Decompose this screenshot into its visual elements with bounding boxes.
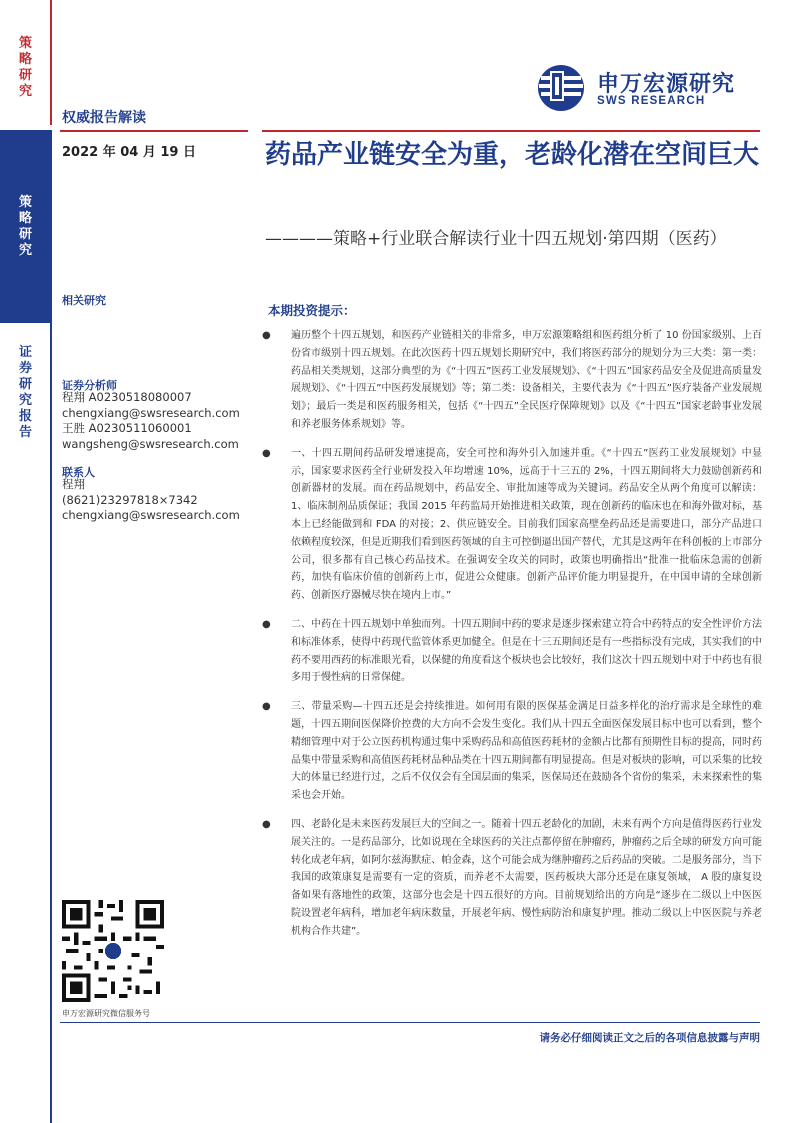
side-tab-securities-report: 证券研究报告	[18, 345, 33, 440]
brand-name-cn: 申万宏源研究	[597, 72, 736, 97]
side-tab-strategy-top: 策略研究	[18, 36, 33, 99]
qr-caption: 申万宏源研究微信服务号	[62, 1009, 150, 1018]
divider-right	[262, 130, 760, 132]
bullet-text: 四、老龄化是未来医药发展巨大的空间之一。随着十四五老龄化的加剧，未来有两个方向是值得医药行业发展关注的。一是药品部分，比如说现在全球医药的关注点都停留在肿瘤药，肿瘤药之后全球的研发方向可能转化成老年病，如阿尔兹海默症、帕金森，这个可能会成为继肿瘤药之后药品的突破。二是服务部分，当下我国的政策康复是需要有一定的资质，而养老不太需要，医药板块大部分还是在康复领域， A 股的康复设备如果有落地性的政策，这部分也会是十四五很好的方向。目前规划给出的方向是“逐步在二级以上中医医院设置老年病科，增加老年病床数量，开展老年病、慢性病防治和康复护理。推动二级以上中医医院与养老机构合作共建”。	[291, 818, 762, 937]
contact-label: 联系人	[62, 466, 95, 479]
list-item	[262, 616, 762, 687]
report-date: 2022 年 04 月 19 日	[62, 145, 196, 160]
bullet-text: 一、十四五期间药品研发增速提高，安全可控和海外引入加速并重。《“十四五”医药工业发展规划》中显示，国家要求医药全行业研发投入年均增速 10%，远高于十三五的 2%，十四五期间将大力鼓励创新药和创新器材的发展。而在药品规划中，药品安全、审批加速等成为关键词。药品安全从两个角度可以解读：1、临床制剂品质保证；我国 2015 年药监局开始推进相关政策，现在创新药的临床也在和海外做对标，基本上已经能做到和 FDA 的对接；2、供应链安全。目前我们国家高壁垒药品还是需要进口，部分产品进口依赖程度较深，但是近期我们看到医药领域的自主可控倒逼出国产替代，尤其是这两年在科创板的上市部分公司，很多都有自己核心药品技术。在强调安全攻关的同时，政策也明确指出“批准一批临床急需的创新药，加快有临床价值的创新药上市，促进公众健康。创新产品评价能力明显提升，在中国申请的全球创新药、创新医疗器械尽快在境内上市。”	[291, 447, 762, 602]
list-item	[262, 698, 762, 805]
section-title: 权威报告解读	[62, 110, 146, 126]
bullet-text: 遍历整个十四五规划，和医药产业链相关的非常多，申万宏源策略组和医药组分析了 10 份国家级别、上百份省市级别十四五规划。在此次医药十四五规划长期研究中，我们将医药部分的规划分为三大类：第一类：药品相关类规划，这部分典型的为《“十四五”医药工业发展规划》、《“十四五”国家药品安全及促进高质量发展规划》、《“十四五”中医药发展规划》等；第二类：设备相关，主要代表为《“十四五”医疗装备产业发展规划》；最后一类是和医药服务相关，包括《“十四五”全民医疗保障规划》以及《“十四五”国家老龄事业发展和养老服务体系规划》等。	[291, 330, 762, 430]
bullet-dot-icon: ●	[262, 618, 271, 630]
brand-logo	[535, 63, 765, 113]
related-research-label: 相关研究	[62, 294, 106, 307]
brand-name-en: SWS RESEARCH	[597, 95, 706, 107]
sws-logo-icon	[535, 63, 591, 113]
report-subtitle: ————策略+行业联合解读行业十四五规划·第四期（医药）	[265, 229, 727, 249]
contact-email[interactable]: chengxiang@swsresearch.com	[62, 508, 240, 522]
list-item	[262, 816, 762, 941]
investment-tips-title: 本期投资提示：	[268, 303, 356, 318]
contact-phone: (8621)23297818×7342	[62, 492, 198, 507]
wechat-qr-code-icon[interactable]	[62, 900, 164, 1002]
report-title: 药品产业链安全为重，老龄化潜在空间巨大	[265, 140, 760, 170]
bullet-dot-icon: ●	[262, 330, 271, 341]
analyst-email[interactable]: chengxiang@swsresearch.com	[62, 405, 240, 420]
side-band-bottom	[0, 323, 52, 1123]
bullet-dot-icon: ●	[262, 447, 271, 459]
bullet-dot-icon: ●	[262, 818, 271, 830]
footer-divider	[60, 1022, 760, 1023]
analyst-line: 程翔 A0230518080007	[62, 390, 192, 404]
disclaimer-note: 请务必仔细阅读正文之后的各项信息披露与声明	[539, 1032, 760, 1044]
side-tab-strategy: 策略研究	[18, 195, 33, 258]
bullet-text: 二、中药在十四五规划中单独而列。十四五期间中药的要求是逐步探索建立符合中药特点的安全性评价方法和标准体系，使得中药现代监管体系更加健全。但是在十三五期间还是有一些指标没有完成，其实我们的中药不要用西药的标准眼光看，以保健的角度看这个板块也会比较好，我们这次十四五规划中对于中药也有很多用于慢性病的日常保健。	[291, 618, 762, 684]
contact-name: 程翔	[62, 477, 85, 491]
list-item	[262, 445, 762, 605]
analysts-label: 证券分析师	[62, 379, 117, 392]
bullet-text: 三、带量采购—十四五还是会持续推进。如何用有限的医保基金满足日益多样化的治疗需求是全球性的难题，十四五期间医保降价控费的大方向不会发生变化。我们从十四五全面医保发展目标中也可以看到，整个精细管理中对于公立医药机构通过集中采购药品和高值医药耗材的金额占比都有预期性目标的提高，同时药品集中带量采购和高值医药耗材品种品类在十四五期间都有明显提高。但是对板块的影响，可以采集的比较大的体量已经进行过，之后不仅仅会有全国层面的集采，医保局还在鼓励各个省份的集采，未来探索性的集采也会开始。	[291, 701, 762, 802]
bullet-dot-icon: ●	[262, 701, 271, 713]
investment-tips-list	[262, 327, 762, 952]
divider-left	[60, 130, 248, 132]
analyst-line: 王胜 A0230511060001	[62, 421, 192, 435]
list-item	[262, 327, 762, 434]
analyst-email[interactable]: wangsheng@swsresearch.com	[62, 436, 239, 451]
